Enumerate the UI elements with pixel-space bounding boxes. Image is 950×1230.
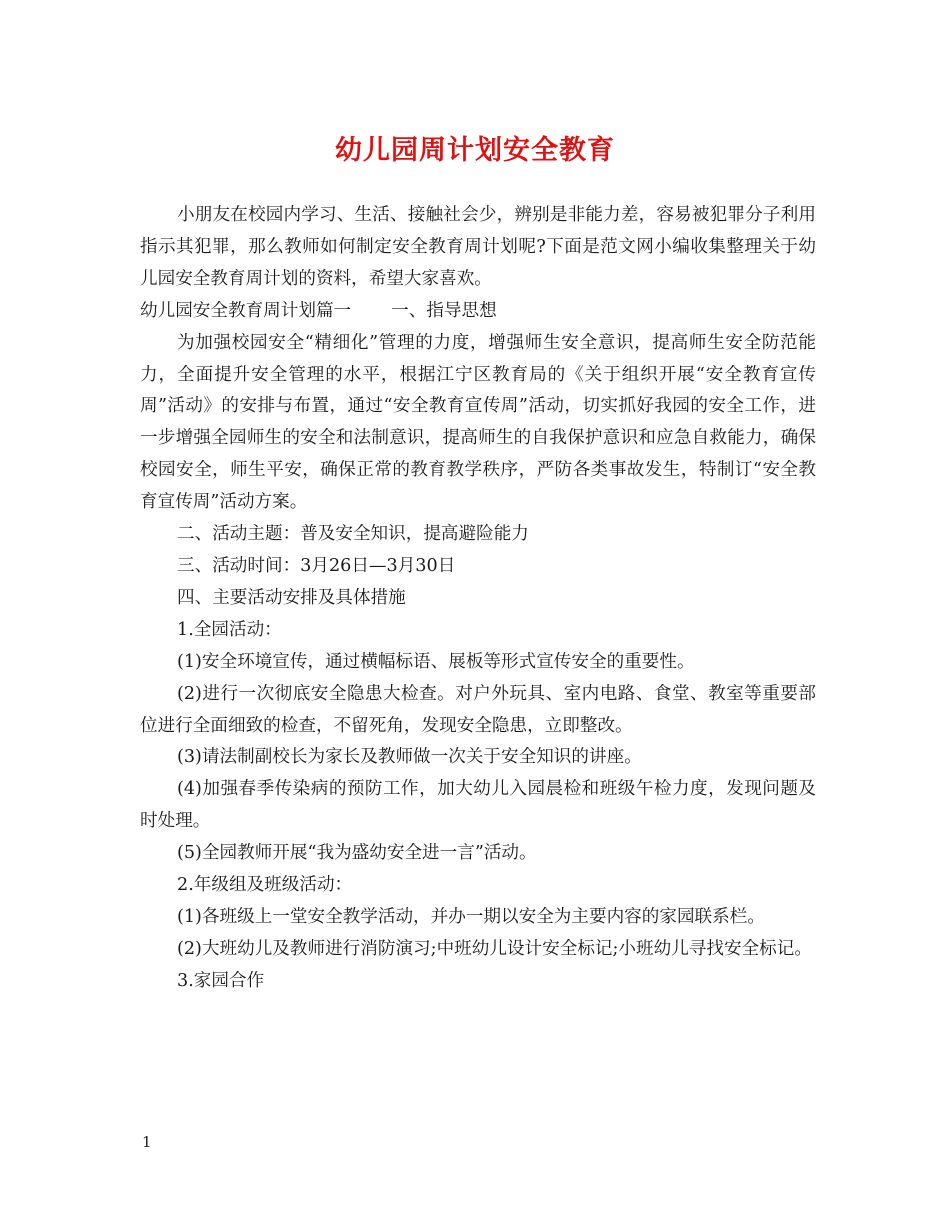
- body-paragraph: (5)全园教师开展“我为盛幼安全进一言”活动。: [177, 843, 537, 864]
- section-heading-subtitle: 一、指导思想: [391, 300, 497, 321]
- body-paragraph: 二、活动主题：普及安全知识，提高避险能力: [177, 524, 529, 545]
- body-paragraph: (1)安全环境宣传，通过横幅标语、展板等形式宣传安全的重要性。: [177, 651, 695, 672]
- body-paragraph: 2.年级组及班级活动：: [177, 875, 353, 896]
- body-paragraph: (4)加强春季传染病的预防工作，加大幼儿入园晨检和班级午检力度，发现问题及时处理。: [140, 779, 816, 832]
- section-heading: [140, 296, 816, 328]
- section-heading-title: 幼儿园安全教育周计划篇一: [140, 300, 352, 321]
- body-paragraph: 四、主要活动安排及具体措施: [177, 587, 406, 608]
- body-paragraph: 为加强校园安全“精细化”管理的力度，增强师生安全意识，提高师生安全防范能力，全面提升安全管理的水平，根据江宁区教育局的《关于组织开展“安全教育宣传周”活动》的安排与布置，通过“安全教育宣传周”活动，切实抓好我园的安全工作，进一步增强全园师生的安全和法制意识，提高师生的自我保护意识和应急自救能力，确保校园安全，师生平安，确保正常的教育教学秩序，严防各类事故发生，特制订“安全教育宣传周”活动方案。: [140, 332, 816, 513]
- body-paragraph: (2)大班幼儿及教师进行消防演习;中班幼儿设计安全标记;小班幼儿寻找安全标记。: [177, 938, 812, 959]
- intro-paragraph: 小朋友在校园内学习、生活、接触社会少，辨别是非能力差，容易被犯罪分子利用指示其犯罪，那么教师如何制定安全教育周计划呢?下面是范文网小编收集整理关于幼儿园安全教育周计划的资料，希望大家喜欢。: [140, 205, 816, 289]
- document-body: [140, 200, 816, 998]
- body-paragraph: 1.全园活动：: [177, 619, 282, 640]
- body-paragraph: 三、活动时间：3月26日—3月30日: [177, 555, 456, 576]
- body-paragraph: (3)请法制副校长为家长及教师做一次关于安全知识的讲座。: [177, 747, 642, 768]
- page-number: 1: [142, 1133, 152, 1151]
- body-paragraph: (2)进行一次彻底安全隐患大检查。对户外玩具、室内电路、食堂、教室等重要部位进行全面细致的检查，不留死角，发现安全隐患，立即整改。: [140, 683, 816, 736]
- page-title: 幼儿园周计划安全教育: [335, 135, 615, 166]
- body-paragraph: 3.家园合作: [177, 970, 265, 991]
- body-paragraph: (1)各班级上一堂安全教学活动，并办一期以安全为主要内容的家园联系栏。: [177, 906, 765, 927]
